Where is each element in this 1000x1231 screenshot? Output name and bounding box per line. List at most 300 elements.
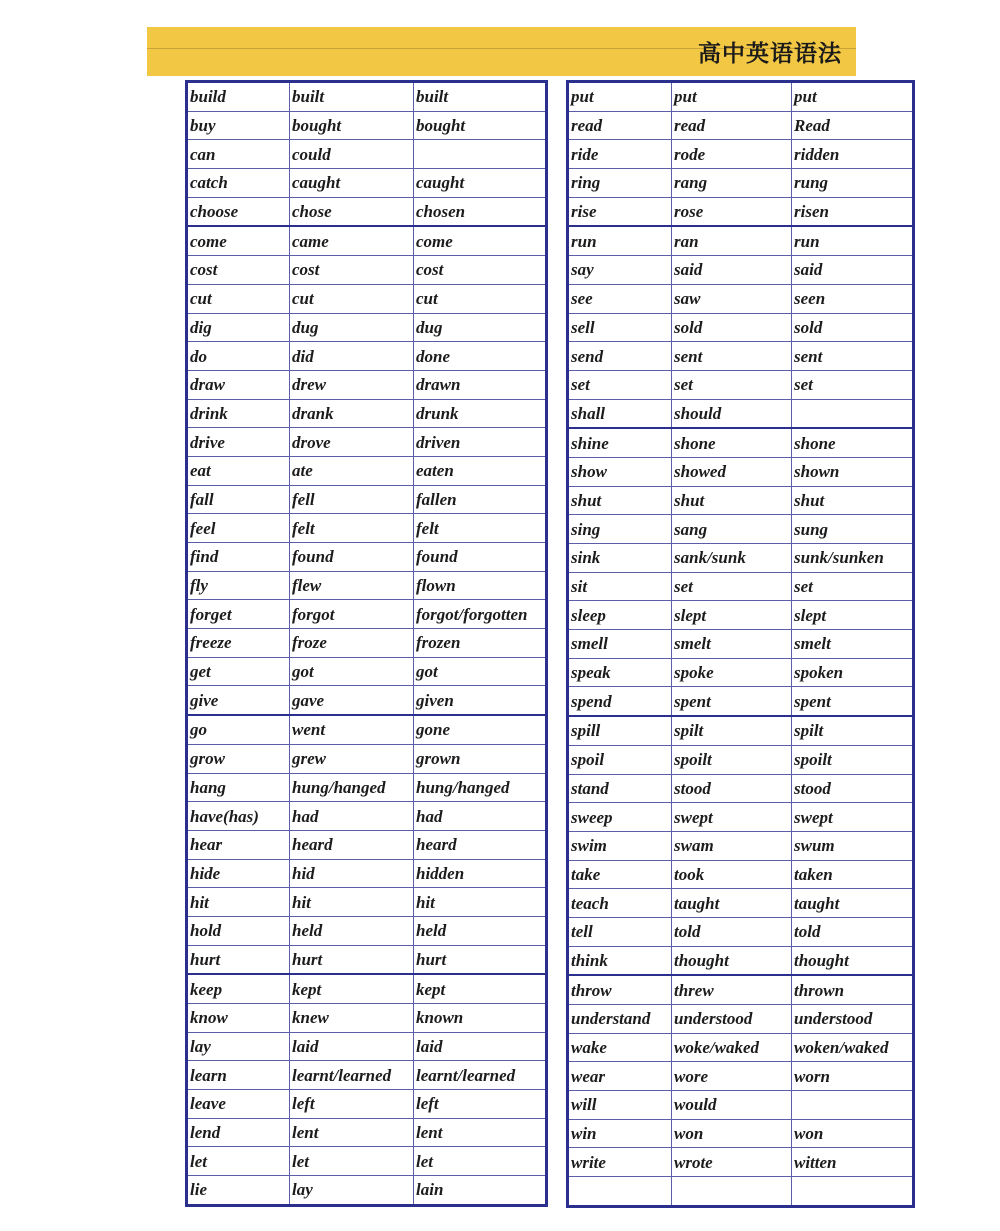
verb-table-right (566, 80, 915, 1208)
table-row (187, 226, 547, 255)
table-row (568, 1177, 914, 1207)
past-tense-cell: grew (290, 744, 414, 773)
past-tense-cell: said (672, 256, 792, 285)
base-form-cell: rise (568, 197, 672, 226)
table-row (187, 830, 547, 859)
base-form-cell: build (187, 82, 290, 112)
base-form-cell: feel (187, 514, 290, 543)
base-form-cell: spoil (568, 745, 672, 774)
base-form-cell: know (187, 1004, 290, 1033)
past-tense-cell: dug (290, 313, 414, 342)
past-participle-cell: known (414, 1004, 547, 1033)
past-tense-cell: caught (290, 169, 414, 198)
base-form-cell: shut (568, 486, 672, 515)
table-row (187, 1004, 547, 1033)
base-form-cell: take (568, 860, 672, 889)
table-row (187, 773, 547, 802)
past-participle-cell: grown (414, 744, 547, 773)
base-form-cell: swim (568, 831, 672, 860)
past-participle-cell: come (414, 226, 547, 255)
past-participle-cell: stood (792, 774, 914, 803)
past-participle-cell (792, 399, 914, 428)
past-participle-cell: seen (792, 284, 914, 313)
past-participle-cell: built (414, 82, 547, 112)
base-form-cell: leave (187, 1090, 290, 1119)
base-form-cell: drink (187, 399, 290, 428)
past-participle-cell: sunk/sunken (792, 544, 914, 573)
past-tense-cell: let (290, 1147, 414, 1176)
base-form-cell: dig (187, 313, 290, 342)
table-row (568, 313, 914, 342)
table-row (568, 486, 914, 515)
base-form-cell: sit (568, 572, 672, 601)
past-participle-cell: laid (414, 1032, 547, 1061)
base-form-cell: choose (187, 197, 290, 226)
past-participle-cell: sung (792, 515, 914, 544)
past-participle-cell: drawn (414, 370, 547, 399)
past-tense-cell: hit (290, 888, 414, 917)
base-form-cell: show (568, 457, 672, 486)
table-row (187, 657, 547, 686)
past-tense-cell: ran (672, 226, 792, 255)
table-row (187, 744, 547, 773)
table-row (568, 716, 914, 745)
past-participle-cell: shut (792, 486, 914, 515)
past-participle-cell (414, 140, 547, 169)
past-participle-cell: given (414, 686, 547, 715)
base-form-cell: drive (187, 428, 290, 457)
table-row (568, 1148, 914, 1177)
base-form-cell: hurt (187, 945, 290, 974)
past-participle-cell: caught (414, 169, 547, 198)
table-row (568, 1119, 914, 1148)
past-participle-cell: run (792, 226, 914, 255)
past-tense-cell: saw (672, 284, 792, 313)
past-tense-cell: knew (290, 1004, 414, 1033)
past-tense-cell: would (672, 1091, 792, 1120)
table-row (568, 140, 914, 169)
table-row (187, 715, 547, 744)
base-form-cell: write (568, 1148, 672, 1177)
table-row (568, 658, 914, 687)
past-tense-cell: set (672, 572, 792, 601)
past-participle-cell: taken (792, 860, 914, 889)
past-tense-cell: ate (290, 456, 414, 485)
table-row (187, 974, 547, 1003)
table-row (568, 831, 914, 860)
table-row (187, 859, 547, 888)
base-form-cell: teach (568, 889, 672, 918)
table-row (187, 1032, 547, 1061)
past-tense-cell: had (290, 802, 414, 831)
past-participle-cell: told (792, 917, 914, 946)
base-form-cell: understand (568, 1005, 672, 1034)
past-tense-cell: kept (290, 974, 414, 1003)
base-form-cell: see (568, 284, 672, 313)
past-tense-cell: smelt (672, 630, 792, 659)
past-participle-cell: understood (792, 1005, 914, 1034)
table-row (187, 140, 547, 169)
base-form-cell: read (568, 111, 672, 140)
base-form-cell: have(has) (187, 802, 290, 831)
past-participle-cell: cost (414, 256, 547, 285)
table-row (187, 686, 547, 715)
past-tense-cell: hid (290, 859, 414, 888)
table-row (187, 370, 547, 399)
past-tense-cell: learnt/learned (290, 1061, 414, 1090)
past-tense-cell: put (672, 82, 792, 112)
table-row (187, 342, 547, 371)
base-form-cell: shall (568, 399, 672, 428)
table-row (568, 226, 914, 255)
table-row (568, 169, 914, 198)
base-form-cell: speak (568, 658, 672, 687)
table-row (568, 1091, 914, 1120)
past-tense-cell: read (672, 111, 792, 140)
past-participle-cell: Read (792, 111, 914, 140)
table-row (187, 284, 547, 313)
past-tense-cell: spent (672, 687, 792, 716)
past-tense-cell: lay (290, 1176, 414, 1206)
table-row (568, 197, 914, 226)
past-tense-cell: drank (290, 399, 414, 428)
page-title: 高中英语语法 (698, 41, 842, 67)
past-tense-cell: shut (672, 486, 792, 515)
base-form-cell: eat (187, 456, 290, 485)
table-row (568, 82, 914, 112)
past-participle-cell: hidden (414, 859, 547, 888)
table-row (187, 600, 547, 629)
past-tense-cell: stood (672, 774, 792, 803)
past-tense-cell: told (672, 917, 792, 946)
past-participle-cell: slept (792, 601, 914, 630)
past-participle-cell: swept (792, 803, 914, 832)
past-participle-cell: drunk (414, 399, 547, 428)
past-participle-cell: dug (414, 313, 547, 342)
past-tense-cell: sold (672, 313, 792, 342)
table-row (187, 399, 547, 428)
past-tense-cell: heard (290, 830, 414, 859)
base-form-cell: throw (568, 975, 672, 1004)
past-tense-cell: slept (672, 601, 792, 630)
base-form-cell: spill (568, 716, 672, 745)
base-form-cell: run (568, 226, 672, 255)
past-participle-cell: gone (414, 715, 547, 744)
past-tense-cell: gave (290, 686, 414, 715)
past-tense-cell: thought (672, 946, 792, 975)
table-row (568, 1005, 914, 1034)
past-tense-cell: rose (672, 197, 792, 226)
past-tense-cell: woke/waked (672, 1033, 792, 1062)
base-form-cell: lay (187, 1032, 290, 1061)
table-row (187, 1118, 547, 1147)
base-form-cell: forget (187, 600, 290, 629)
verb-table-left (185, 80, 548, 1207)
base-form-cell: learn (187, 1061, 290, 1090)
table-row (187, 1147, 547, 1176)
past-participle-cell: risen (792, 197, 914, 226)
past-tense-cell: won (672, 1119, 792, 1148)
past-tense-cell: rode (672, 140, 792, 169)
past-tense-cell: swam (672, 831, 792, 860)
base-form-cell: hit (187, 888, 290, 917)
past-tense-cell: should (672, 399, 792, 428)
table-row (187, 256, 547, 285)
past-participle-cell: eaten (414, 456, 547, 485)
base-form-cell: hear (187, 830, 290, 859)
past-participle-cell: flown (414, 571, 547, 600)
past-participle-cell: had (414, 802, 547, 831)
table-row (568, 745, 914, 774)
table-row (187, 1061, 547, 1090)
table-row (187, 514, 547, 543)
table-row (187, 456, 547, 485)
past-participle-cell: spilt (792, 716, 914, 745)
table-row (568, 428, 914, 457)
past-participle-cell: chosen (414, 197, 547, 226)
past-tense-cell: found (290, 543, 414, 572)
base-form-cell: shine (568, 428, 672, 457)
past-tense-cell: cost (290, 256, 414, 285)
past-participle-cell: smelt (792, 630, 914, 659)
past-tense-cell: bought (290, 111, 414, 140)
past-tense-cell: flew (290, 571, 414, 600)
past-participle-cell: spent (792, 687, 914, 716)
past-participle-cell: put (792, 82, 914, 112)
past-tense-cell: took (672, 860, 792, 889)
past-tense-cell: sent (672, 342, 792, 371)
table-row (568, 111, 914, 140)
past-tense-cell: hung/hanged (290, 773, 414, 802)
past-participle-cell: frozen (414, 629, 547, 658)
base-form-cell: fall (187, 485, 290, 514)
table-row (568, 917, 914, 946)
past-tense-cell: fell (290, 485, 414, 514)
base-form-cell: cost (187, 256, 290, 285)
table-row (568, 284, 914, 313)
past-tense-cell: laid (290, 1032, 414, 1061)
table-row (568, 370, 914, 399)
past-tense-cell: could (290, 140, 414, 169)
base-form-cell: wake (568, 1033, 672, 1062)
base-form-cell: sink (568, 544, 672, 573)
past-tense-cell: forgot (290, 600, 414, 629)
table-row (187, 82, 547, 112)
past-tense-cell (672, 1177, 792, 1207)
past-tense-cell: set (672, 370, 792, 399)
past-participle-cell: won (792, 1119, 914, 1148)
past-participle-cell: hit (414, 888, 547, 917)
table-row (187, 1090, 547, 1119)
past-participle-cell: hurt (414, 945, 547, 974)
table-row (187, 571, 547, 600)
past-participle-cell: let (414, 1147, 547, 1176)
past-tense-cell: left (290, 1090, 414, 1119)
past-tense-cell: understood (672, 1005, 792, 1034)
table-row (568, 687, 914, 716)
past-participle-cell: felt (414, 514, 547, 543)
table-row (568, 889, 914, 918)
header-bar (147, 27, 856, 76)
table-row (568, 975, 914, 1004)
base-form-cell: sing (568, 515, 672, 544)
table-row (187, 543, 547, 572)
past-participle-cell: ridden (792, 140, 914, 169)
past-participle-cell: taught (792, 889, 914, 918)
past-participle-cell: held (414, 916, 547, 945)
base-form-cell: ride (568, 140, 672, 169)
past-participle-cell: thought (792, 946, 914, 975)
table-row (568, 572, 914, 601)
past-tense-cell: sang (672, 515, 792, 544)
past-tense-cell: cut (290, 284, 414, 313)
base-form-cell: tell (568, 917, 672, 946)
past-tense-cell: shone (672, 428, 792, 457)
table-row (187, 197, 547, 226)
past-participle-cell: forgot/forgotten (414, 600, 547, 629)
past-tense-cell: showed (672, 457, 792, 486)
base-form-cell: come (187, 226, 290, 255)
base-form-cell: send (568, 342, 672, 371)
past-tense-cell: wore (672, 1062, 792, 1091)
table-row (187, 945, 547, 974)
table-row (187, 916, 547, 945)
past-participle-cell: bought (414, 111, 547, 140)
base-form-cell: give (187, 686, 290, 715)
past-participle-cell: cut (414, 284, 547, 313)
base-form-cell: sleep (568, 601, 672, 630)
past-participle-cell: worn (792, 1062, 914, 1091)
base-form-cell (568, 1177, 672, 1207)
base-form-cell: let (187, 1147, 290, 1176)
table-row (187, 888, 547, 917)
past-tense-cell: went (290, 715, 414, 744)
base-form-cell: wear (568, 1062, 672, 1091)
past-participle-cell: sold (792, 313, 914, 342)
table-row (568, 342, 914, 371)
base-form-cell: put (568, 82, 672, 112)
past-participle-cell: shone (792, 428, 914, 457)
base-form-cell: hold (187, 916, 290, 945)
past-participle-cell: spoilt (792, 745, 914, 774)
table-row (568, 1062, 914, 1091)
table-row (568, 256, 914, 285)
past-tense-cell: spoke (672, 658, 792, 687)
table-row (187, 111, 547, 140)
base-form-cell: smell (568, 630, 672, 659)
base-form-cell: spend (568, 687, 672, 716)
table-row (568, 860, 914, 889)
base-form-cell: draw (187, 370, 290, 399)
past-participle-cell: witten (792, 1148, 914, 1177)
past-tense-cell: wrote (672, 1148, 792, 1177)
past-tense-cell: rang (672, 169, 792, 198)
past-tense-cell: drew (290, 370, 414, 399)
past-tense-cell: swept (672, 803, 792, 832)
past-participle-cell: said (792, 256, 914, 285)
base-form-cell: set (568, 370, 672, 399)
table-row (568, 399, 914, 428)
base-form-cell: stand (568, 774, 672, 803)
past-tense-cell: built (290, 82, 414, 112)
past-participle-cell (792, 1177, 914, 1207)
base-form-cell: go (187, 715, 290, 744)
past-participle-cell: set (792, 572, 914, 601)
base-form-cell: fly (187, 571, 290, 600)
base-form-cell: lie (187, 1176, 290, 1206)
past-tense-cell: came (290, 226, 414, 255)
table-row (568, 544, 914, 573)
base-form-cell: catch (187, 169, 290, 198)
past-participle-cell: shown (792, 457, 914, 486)
table-row (568, 457, 914, 486)
table-row (187, 313, 547, 342)
past-participle-cell: hung/hanged (414, 773, 547, 802)
table-row (187, 802, 547, 831)
past-tense-cell: chose (290, 197, 414, 226)
past-participle-cell: heard (414, 830, 547, 859)
base-form-cell: say (568, 256, 672, 285)
past-participle-cell: rung (792, 169, 914, 198)
past-tense-cell: hurt (290, 945, 414, 974)
past-participle-cell: fallen (414, 485, 547, 514)
table-row (568, 946, 914, 975)
past-participle-cell: lent (414, 1118, 547, 1147)
table-row (187, 1176, 547, 1206)
base-form-cell: win (568, 1119, 672, 1148)
base-form-cell: hide (187, 859, 290, 888)
base-form-cell: will (568, 1091, 672, 1120)
table-row (187, 629, 547, 658)
past-participle-cell: spoken (792, 658, 914, 687)
table-row (187, 428, 547, 457)
base-form-cell: lend (187, 1118, 290, 1147)
past-tense-cell: felt (290, 514, 414, 543)
table-row (568, 515, 914, 544)
base-form-cell: grow (187, 744, 290, 773)
table-row (568, 803, 914, 832)
past-tense-cell: froze (290, 629, 414, 658)
base-form-cell: sweep (568, 803, 672, 832)
base-form-cell: buy (187, 111, 290, 140)
past-participle-cell: done (414, 342, 547, 371)
past-participle-cell: left (414, 1090, 547, 1119)
base-form-cell: think (568, 946, 672, 975)
table-row (568, 1033, 914, 1062)
past-tense-cell: did (290, 342, 414, 371)
past-tense-cell: got (290, 657, 414, 686)
base-form-cell: freeze (187, 629, 290, 658)
past-participle-cell: thrown (792, 975, 914, 1004)
past-participle-cell: learnt/learned (414, 1061, 547, 1090)
base-form-cell: ring (568, 169, 672, 198)
past-participle-cell: woken/waked (792, 1033, 914, 1062)
past-tense-cell: threw (672, 975, 792, 1004)
past-participle-cell: found (414, 543, 547, 572)
base-form-cell: get (187, 657, 290, 686)
table-row (187, 169, 547, 198)
past-participle-cell: lain (414, 1176, 547, 1206)
past-tense-cell: spoilt (672, 745, 792, 774)
past-tense-cell: lent (290, 1118, 414, 1147)
past-participle-cell: sent (792, 342, 914, 371)
table-row (568, 630, 914, 659)
base-form-cell: do (187, 342, 290, 371)
past-tense-cell: taught (672, 889, 792, 918)
past-participle-cell: driven (414, 428, 547, 457)
past-tense-cell: drove (290, 428, 414, 457)
base-form-cell: find (187, 543, 290, 572)
